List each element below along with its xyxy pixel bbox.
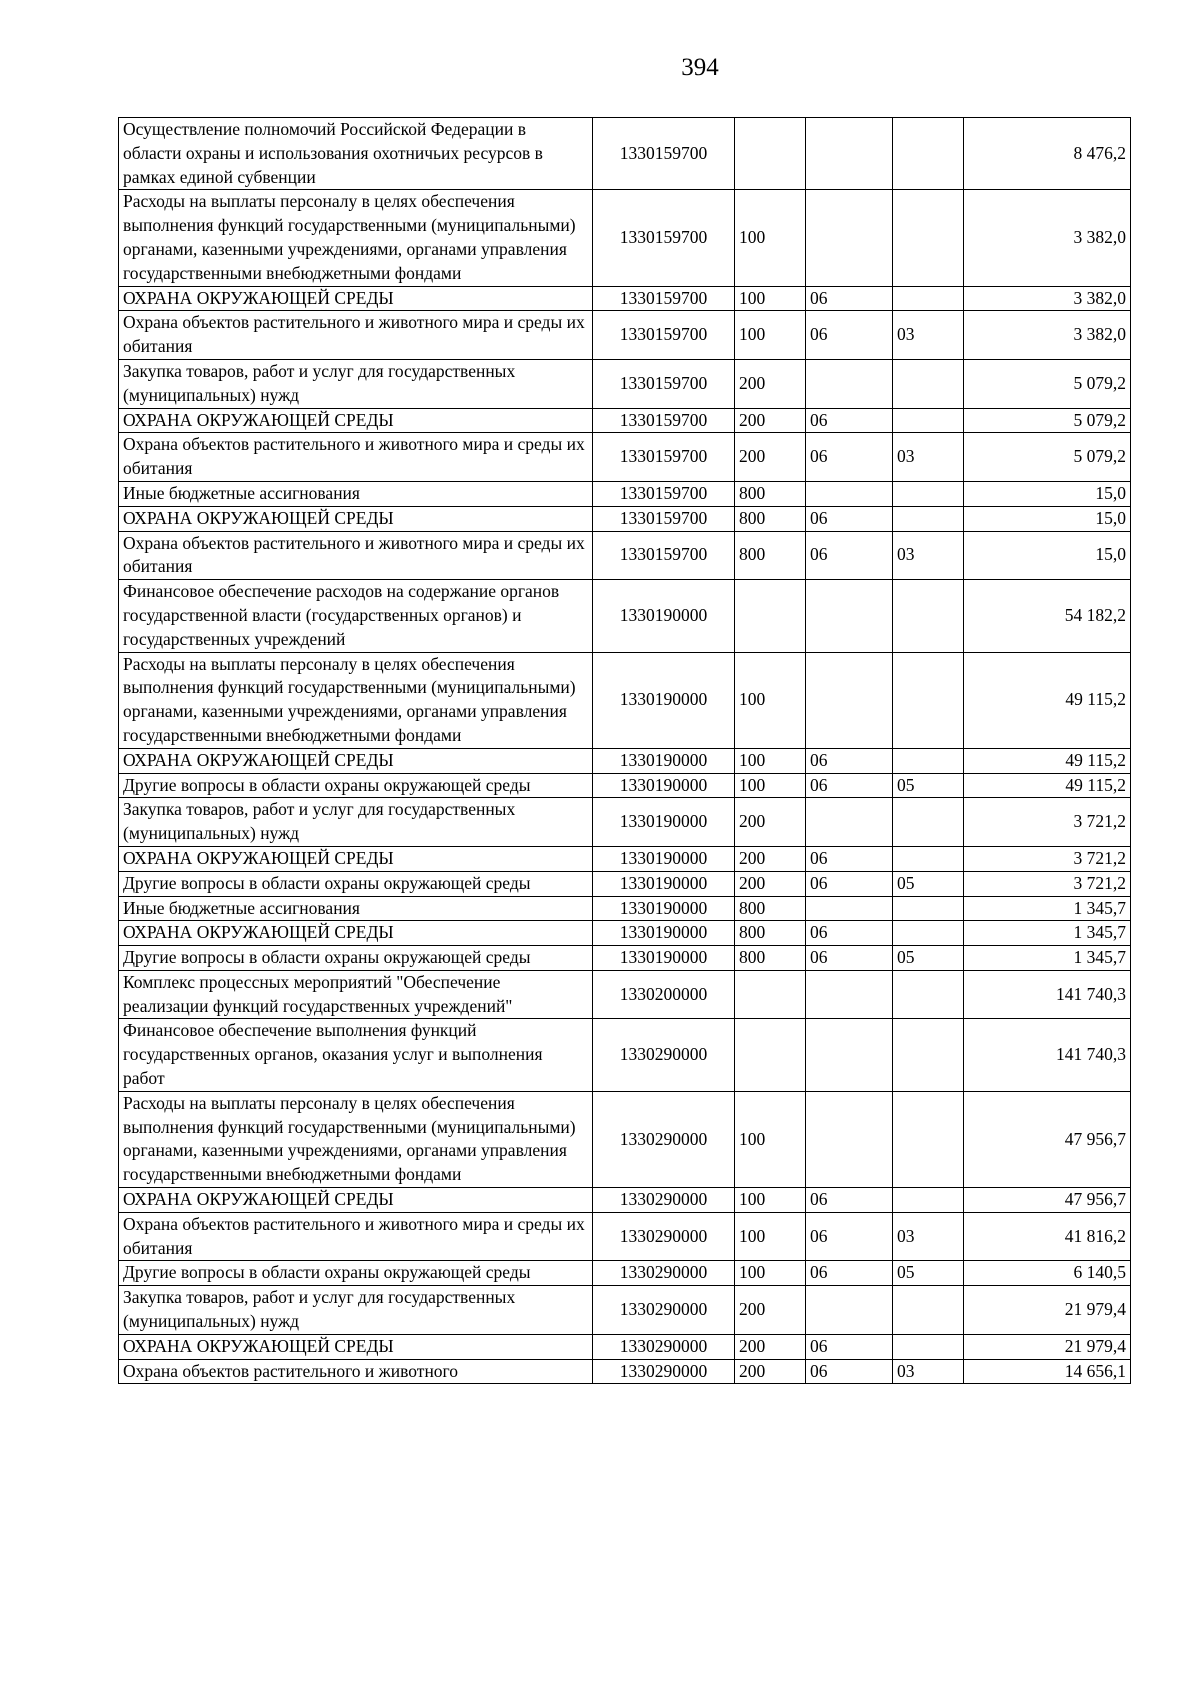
- row-code-cell: 1330159700: [593, 311, 735, 360]
- row-expense-type-cell: 200: [735, 359, 806, 408]
- row-expense-type-cell: [735, 970, 806, 1019]
- row-code-cell: 1330190000: [593, 652, 735, 748]
- row-section-cell: [806, 481, 893, 506]
- row-expense-type-cell: 800: [735, 921, 806, 946]
- row-name-cell: ОХРАНА ОКРУЖАЮЩЕЙ СРЕДЫ: [119, 846, 593, 871]
- row-sum-cell: 21 979,4: [964, 1286, 1131, 1335]
- row-code-cell: 1330290000: [593, 1091, 735, 1187]
- row-subsection-cell: [893, 748, 964, 773]
- table-row: [119, 359, 1131, 408]
- row-sum-cell: 141 740,3: [964, 970, 1131, 1019]
- row-sum-cell: 5 079,2: [964, 433, 1131, 482]
- table-row: [119, 871, 1131, 896]
- row-code-cell: 1330159700: [593, 531, 735, 580]
- row-section-cell: [806, 798, 893, 847]
- row-sum-cell: 3 721,2: [964, 871, 1131, 896]
- table-row: [119, 773, 1131, 798]
- row-name-cell: ОХРАНА ОКРУЖАЮЩЕЙ СРЕДЫ: [119, 506, 593, 531]
- row-expense-type-cell: 100: [735, 1212, 806, 1261]
- row-expense-type-cell: 800: [735, 946, 806, 971]
- row-section-cell: 06: [806, 773, 893, 798]
- row-section-cell: [806, 1019, 893, 1091]
- row-name-cell: Иные бюджетные ассигнования: [119, 896, 593, 921]
- row-section-cell: [806, 1286, 893, 1335]
- row-name-cell: ОХРАНА ОКРУЖАЮЩЕЙ СРЕДЫ: [119, 286, 593, 311]
- row-sum-cell: 1 345,7: [964, 921, 1131, 946]
- row-subsection-cell: [893, 921, 964, 946]
- row-sum-cell: 41 816,2: [964, 1212, 1131, 1261]
- table-row: [119, 286, 1131, 311]
- row-sum-cell: 5 079,2: [964, 359, 1131, 408]
- row-sum-cell: 14 656,1: [964, 1359, 1131, 1384]
- row-section-cell: 06: [806, 946, 893, 971]
- table-row: [119, 531, 1131, 580]
- row-subsection-cell: [893, 846, 964, 871]
- row-subsection-cell: 03: [893, 311, 964, 360]
- row-section-cell: 06: [806, 748, 893, 773]
- table-row: [119, 921, 1131, 946]
- row-sum-cell: 3 721,2: [964, 798, 1131, 847]
- row-subsection-cell: [893, 506, 964, 531]
- row-code-cell: 1330290000: [593, 1359, 735, 1384]
- row-code-cell: 1330159700: [593, 433, 735, 482]
- row-code-cell: 1330159700: [593, 118, 735, 190]
- row-expense-type-cell: 100: [735, 1091, 806, 1187]
- row-code-cell: 1330190000: [593, 871, 735, 896]
- row-name-cell: ОХРАНА ОКРУЖАЮЩЕЙ СРЕДЫ: [119, 921, 593, 946]
- row-code-cell: 1330290000: [593, 1334, 735, 1359]
- row-sum-cell: 21 979,4: [964, 1334, 1131, 1359]
- row-expense-type-cell: 200: [735, 846, 806, 871]
- row-sum-cell: 49 115,2: [964, 748, 1131, 773]
- row-name-cell: ОХРАНА ОКРУЖАЮЩЕЙ СРЕДЫ: [119, 1188, 593, 1213]
- row-section-cell: 06: [806, 311, 893, 360]
- row-expense-type-cell: 100: [735, 748, 806, 773]
- row-name-cell: Закупка товаров, работ и услуг для государственных (муниципальных) нужд: [119, 359, 593, 408]
- table-row: [119, 433, 1131, 482]
- table-row: [119, 118, 1131, 190]
- row-sum-cell: 49 115,2: [964, 773, 1131, 798]
- row-subsection-cell: [893, 359, 964, 408]
- row-code-cell: 1330190000: [593, 773, 735, 798]
- row-sum-cell: 3 382,0: [964, 286, 1131, 311]
- row-code-cell: 1330290000: [593, 1019, 735, 1091]
- row-subsection-cell: [893, 190, 964, 286]
- row-subsection-cell: [893, 652, 964, 748]
- row-subsection-cell: [893, 1286, 964, 1335]
- row-expense-type-cell: 200: [735, 1334, 806, 1359]
- row-name-cell: Охрана объектов растительного и животного: [119, 1359, 593, 1384]
- row-sum-cell: 8 476,2: [964, 118, 1131, 190]
- row-name-cell: Закупка товаров, работ и услуг для государственных (муниципальных) нужд: [119, 798, 593, 847]
- row-name-cell: Охрана объектов растительного и животного мира и среды их обитания: [119, 531, 593, 580]
- row-sum-cell: 6 140,5: [964, 1261, 1131, 1286]
- row-name-cell: Расходы на выплаты персоналу в целях обеспечения выполнения функций государственными (муниципальными) органами, казенными учреждениями, органами управления государственными внебюджетными фондами: [119, 652, 593, 748]
- table-row: [119, 748, 1131, 773]
- row-subsection-cell: [893, 798, 964, 847]
- row-subsection-cell: 05: [893, 1261, 964, 1286]
- row-expense-type-cell: 200: [735, 871, 806, 896]
- row-code-cell: 1330190000: [593, 946, 735, 971]
- row-code-cell: 1330190000: [593, 748, 735, 773]
- row-subsection-cell: [893, 580, 964, 652]
- row-expense-type-cell: 200: [735, 1286, 806, 1335]
- row-subsection-cell: [893, 970, 964, 1019]
- row-code-cell: 1330290000: [593, 1261, 735, 1286]
- table-row: [119, 798, 1131, 847]
- row-subsection-cell: [893, 1334, 964, 1359]
- row-section-cell: 06: [806, 1334, 893, 1359]
- row-section-cell: 06: [806, 506, 893, 531]
- row-section-cell: 06: [806, 1261, 893, 1286]
- row-subsection-cell: [893, 1091, 964, 1187]
- row-section-cell: 06: [806, 286, 893, 311]
- row-name-cell: Финансовое обеспечение расходов на содержание органов государственной власти (государственных органов) и государственных учреждений: [119, 580, 593, 652]
- row-section-cell: [806, 652, 893, 748]
- table-row: [119, 1334, 1131, 1359]
- row-name-cell: Расходы на выплаты персоналу в целях обеспечения выполнения функций государственными (муниципальными) органами, казенными учреждениями, органами управления государственными внебюджетными фондами: [119, 190, 593, 286]
- row-code-cell: 1330290000: [593, 1212, 735, 1261]
- table-row: [119, 1359, 1131, 1384]
- budget-table: [118, 117, 1131, 1384]
- row-name-cell: Финансовое обеспечение выполнения функций государственных органов, оказания услуг и выполнения работ: [119, 1019, 593, 1091]
- row-expense-type-cell: 100: [735, 1188, 806, 1213]
- row-name-cell: ОХРАНА ОКРУЖАЮЩЕЙ СРЕДЫ: [119, 748, 593, 773]
- row-expense-type-cell: 200: [735, 1359, 806, 1384]
- table-row: [119, 580, 1131, 652]
- row-expense-type-cell: 800: [735, 506, 806, 531]
- row-expense-type-cell: 800: [735, 481, 806, 506]
- row-section-cell: [806, 190, 893, 286]
- table-row: [119, 1261, 1131, 1286]
- row-name-cell: Охрана объектов растительного и животного мира и среды их обитания: [119, 433, 593, 482]
- row-code-cell: 1330159700: [593, 286, 735, 311]
- row-name-cell: Другие вопросы в области охраны окружающей среды: [119, 946, 593, 971]
- row-sum-cell: 3 382,0: [964, 190, 1131, 286]
- row-sum-cell: 3 721,2: [964, 846, 1131, 871]
- row-section-cell: 06: [806, 531, 893, 580]
- row-code-cell: 1330190000: [593, 580, 735, 652]
- table-row: [119, 190, 1131, 286]
- table-row: [119, 1188, 1131, 1213]
- row-subsection-cell: [893, 408, 964, 433]
- row-name-cell: Иные бюджетные ассигнования: [119, 481, 593, 506]
- row-code-cell: 1330159700: [593, 506, 735, 531]
- row-subsection-cell: 03: [893, 433, 964, 482]
- row-expense-type-cell: 200: [735, 433, 806, 482]
- row-subsection-cell: 03: [893, 1212, 964, 1261]
- row-subsection-cell: 03: [893, 531, 964, 580]
- row-section-cell: [806, 1091, 893, 1187]
- row-section-cell: [806, 896, 893, 921]
- row-section-cell: 06: [806, 846, 893, 871]
- row-sum-cell: 1 345,7: [964, 896, 1131, 921]
- row-sum-cell: 3 382,0: [964, 311, 1131, 360]
- row-subsection-cell: [893, 118, 964, 190]
- row-subsection-cell: [893, 1019, 964, 1091]
- table-row: [119, 846, 1131, 871]
- row-expense-type-cell: [735, 1019, 806, 1091]
- row-sum-cell: 1 345,7: [964, 946, 1131, 971]
- row-code-cell: 1330190000: [593, 846, 735, 871]
- row-sum-cell: 15,0: [964, 506, 1131, 531]
- table-row: [119, 946, 1131, 971]
- row-expense-type-cell: 800: [735, 896, 806, 921]
- row-expense-type-cell: 100: [735, 190, 806, 286]
- table-row: [119, 311, 1131, 360]
- row-name-cell: Другие вопросы в области охраны окружающей среды: [119, 871, 593, 896]
- row-subsection-cell: [893, 286, 964, 311]
- row-code-cell: 1330290000: [593, 1286, 735, 1335]
- row-code-cell: 1330190000: [593, 921, 735, 946]
- row-section-cell: [806, 359, 893, 408]
- row-expense-type-cell: 200: [735, 798, 806, 847]
- row-sum-cell: 141 740,3: [964, 1019, 1131, 1091]
- row-code-cell: 1330290000: [593, 1188, 735, 1213]
- table-row: [119, 481, 1131, 506]
- row-sum-cell: 49 115,2: [964, 652, 1131, 748]
- row-expense-type-cell: [735, 118, 806, 190]
- row-expense-type-cell: [735, 580, 806, 652]
- row-name-cell: Комплекс процессных мероприятий "Обеспечение реализации функций государственных учреждений": [119, 970, 593, 1019]
- table-row: [119, 506, 1131, 531]
- row-sum-cell: 15,0: [964, 531, 1131, 580]
- row-name-cell: ОХРАНА ОКРУЖАЮЩЕЙ СРЕДЫ: [119, 1334, 593, 1359]
- table-row: [119, 1286, 1131, 1335]
- row-expense-type-cell: 100: [735, 1261, 806, 1286]
- row-expense-type-cell: 200: [735, 408, 806, 433]
- row-name-cell: Другие вопросы в области охраны окружающей среды: [119, 1261, 593, 1286]
- row-expense-type-cell: 100: [735, 773, 806, 798]
- row-subsection-cell: 05: [893, 773, 964, 798]
- row-name-cell: Осуществление полномочий Российской Федерации в области охраны и использования охотничьих ресурсов в рамках единой субвенции: [119, 118, 593, 190]
- row-code-cell: 1330200000: [593, 970, 735, 1019]
- row-code-cell: 1330159700: [593, 359, 735, 408]
- table-row: [119, 896, 1131, 921]
- row-section-cell: 06: [806, 1188, 893, 1213]
- row-sum-cell: 15,0: [964, 481, 1131, 506]
- table-row: [119, 1212, 1131, 1261]
- table-row: [119, 1091, 1131, 1187]
- row-sum-cell: 5 079,2: [964, 408, 1131, 433]
- row-name-cell: Охрана объектов растительного и животного мира и среды их обитания: [119, 1212, 593, 1261]
- row-code-cell: 1330159700: [593, 481, 735, 506]
- row-section-cell: 06: [806, 408, 893, 433]
- row-section-cell: 06: [806, 921, 893, 946]
- row-name-cell: Другие вопросы в области охраны окружающей среды: [119, 773, 593, 798]
- row-section-cell: 06: [806, 433, 893, 482]
- row-expense-type-cell: 100: [735, 286, 806, 311]
- row-subsection-cell: [893, 896, 964, 921]
- table-row: [119, 970, 1131, 1019]
- row-code-cell: 1330159700: [593, 408, 735, 433]
- page-number: 394: [681, 54, 719, 81]
- row-subsection-cell: 05: [893, 946, 964, 971]
- row-name-cell: Расходы на выплаты персоналу в целях обеспечения выполнения функций государственными (муниципальными) органами, казенными учреждениями, органами управления государственными внебюджетными фондами: [119, 1091, 593, 1187]
- table-row: [119, 408, 1131, 433]
- row-sum-cell: 47 956,7: [964, 1091, 1131, 1187]
- row-code-cell: 1330190000: [593, 896, 735, 921]
- row-sum-cell: 54 182,2: [964, 580, 1131, 652]
- row-expense-type-cell: 100: [735, 311, 806, 360]
- row-sum-cell: 47 956,7: [964, 1188, 1131, 1213]
- row-code-cell: 1330159700: [593, 190, 735, 286]
- row-subsection-cell: 03: [893, 1359, 964, 1384]
- row-subsection-cell: [893, 1188, 964, 1213]
- row-code-cell: 1330190000: [593, 798, 735, 847]
- row-name-cell: Закупка товаров, работ и услуг для государственных (муниципальных) нужд: [119, 1286, 593, 1335]
- row-subsection-cell: [893, 481, 964, 506]
- table-row: [119, 652, 1131, 748]
- row-section-cell: [806, 118, 893, 190]
- row-section-cell: [806, 970, 893, 1019]
- row-expense-type-cell: 800: [735, 531, 806, 580]
- row-subsection-cell: 05: [893, 871, 964, 896]
- row-name-cell: ОХРАНА ОКРУЖАЮЩЕЙ СРЕДЫ: [119, 408, 593, 433]
- table-row: [119, 1019, 1131, 1091]
- row-name-cell: Охрана объектов растительного и животного мира и среды их обитания: [119, 311, 593, 360]
- row-expense-type-cell: 100: [735, 652, 806, 748]
- row-section-cell: [806, 580, 893, 652]
- row-section-cell: 06: [806, 1212, 893, 1261]
- row-section-cell: 06: [806, 871, 893, 896]
- budget-table-body: [119, 118, 1131, 1384]
- row-section-cell: 06: [806, 1359, 893, 1384]
